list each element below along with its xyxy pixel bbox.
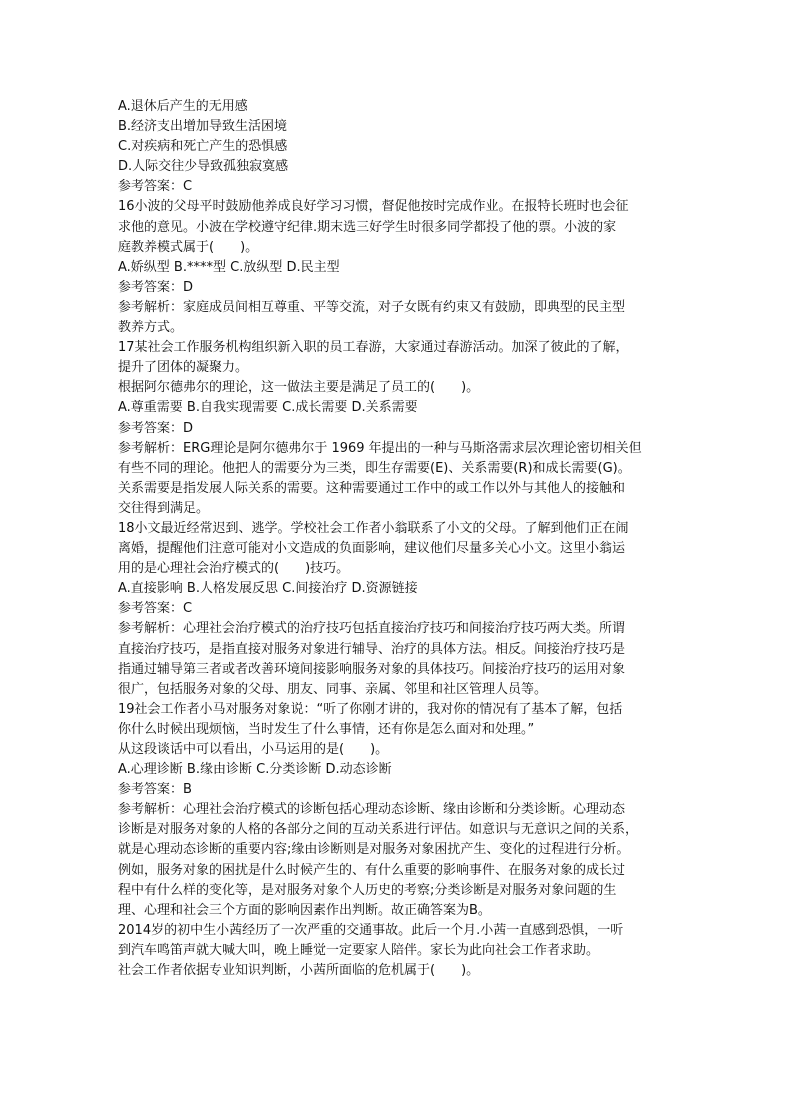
explanation-line: 诊断是对服务对象的人格的各部分之间的互动关系进行评估。如意识与无意识之间的关系， (118, 822, 639, 838)
question-17-text: 提升了团体的凝聚力。 (118, 360, 249, 376)
question-16-options: A.娇纵型 B.****型 C.放纵型 D.民主型 (118, 259, 340, 275)
question-17-text: 17某社会工作服务机构组织新入职的员工春游，大家通过春游活动。加深了彼此的了解， (118, 340, 629, 356)
option-line: C.对疾病和死亡产生的恐惧感 (118, 139, 288, 155)
answer-line: 参考答案：C (118, 179, 193, 195)
document-page (118, 97, 678, 981)
question-20-text: 2014岁的初中生小茜经历了一次严重的交通事故。此后一个月.小茜一直感到恐惧，一听 (118, 922, 624, 938)
question-18-text: 用的是心理社会治疗模式的( )技巧。 (118, 561, 350, 577)
explanation-line: 参考解析：家庭成员间相互尊重、平等交流，对子女既有约束又有鼓励，即典型的民主型 (118, 299, 626, 315)
explanation-line: 参考解析：ERG理论是阿尔德弗尔于 1969 年提出的一种与马斯洛需求层次理论密切相关但 (118, 440, 642, 456)
explanation-line: 指通过辅导第三者或者改善环境间接影响服务对象的具体技巧。间接治疗技巧的运用对象 (118, 661, 626, 677)
question-19-text: 从这段谈话中可以看出，小马运用的是( )。 (118, 742, 389, 757)
question-20-text: 到汽车鸣笛声就大喊大叫，晚上睡觉一定要家人陪伴。家长为此向社会工作者求助。 (118, 942, 600, 958)
question-19-text: 19社会工作者小马对服务对象说：“听了你刚才讲的，我对你的情况有了基本了解，包括 (118, 701, 623, 717)
explanation-line: 参考解析：心理社会治疗模式的诊断包括心理动态诊断、缘由诊断和分类诊断。心理动态 (118, 802, 626, 818)
question-16-text: 庭教养模式属于( )。 (118, 239, 259, 255)
question-20-text: 社会工作者依据专业知识判断，小茜所面临的危机属于( )。 (118, 963, 480, 979)
answer-line: 参考答案：D (118, 420, 194, 436)
question-19-options: A.心理诊断 B.缘由诊断 C.分类诊断 D.动态诊断 (118, 762, 392, 778)
question-17-text: 根据阿尔德弗尔的理论，这一做法主要是满足了员工的( )。 (118, 380, 480, 396)
explanation-line: 就是心理动态诊断的重要内容;缘由诊断则是对服务对象困扰产生、变化的过程进行分析。 (118, 842, 630, 858)
answer-line: 参考答案：D (118, 279, 194, 295)
explanation-line: 参考解析：心理社会治疗模式的治疗技巧包括直接治疗技巧和间接治疗技巧两大类。所谓 (118, 621, 626, 637)
explanation-line: 理、心理和社会三个方面的影响因素作出判断。故正确答案为B。 (118, 902, 491, 918)
explanation-line: 直接治疗技巧，是指直接对服务对象进行辅导、治疗的具体方法。相反。间接治疗技巧是 (118, 641, 626, 657)
option-line: D.人际交往少导致孤独寂寞感 (118, 159, 289, 175)
explanation-line: 关系需要是指发展人际关系的需要。这种需要通过工作中的或工作以外与其他人的接触和 (118, 480, 626, 496)
answer-line: 参考答案：B (118, 782, 192, 798)
question-18-text: 离婚，提醒他们注意可能对小文造成的负面影响，建议他们尽量多关心小文。这里小翁运 (118, 541, 626, 557)
question-17-options: A.尊重需要 B.自我实现需要 C.成长需要 D.关系需要 (118, 400, 418, 416)
option-line: A.退休后产生的无用感 (118, 99, 248, 114)
option-line: B.经济支出增加导致生活困境 (118, 119, 288, 135)
explanation-line: 很广，包括服务对象的父母、朋友、同事、亲属、邻里和社区管理人员等。 (118, 681, 548, 697)
question-16-text: 求他的意见。小波在学校遵守纪律.期末选三好学生时很多同学都投了他的票。小波的家 (118, 219, 617, 235)
explanation-line: 程中有什么样的变化等，是对服务对象个人历史的考察;分类诊断是对服务对象问题的生 (118, 882, 617, 898)
question-16-text: 16小波的父母平时鼓励他养成良好学习习惯，督促他按时完成作业。在报特长班时也会征 (118, 199, 629, 215)
explanation-line: 教养方式。 (118, 320, 184, 336)
explanation-line: 交往得到满足。 (118, 500, 210, 516)
question-18-text: 18小文最近经常迟到、逃学。学校社会工作者小翁联系了小文的父母。了解到他们正在闹 (118, 520, 629, 536)
answer-line: 参考答案：C (118, 601, 193, 617)
explanation-line: 有些不同的理论。他把人的需要分为三类，即生存需要(E)、关系需要(R)和成长需要(G)。 (118, 460, 631, 476)
question-18-options: A.直接影响 B.人格发展反思 C.间接治疗 D.资源链接 (118, 581, 418, 597)
explanation-line: 例如，服务对象的困扰是什么时候产生的、有什么重要的影响事件、在服务对象的成长过 (118, 862, 626, 878)
question-19-text: 你什么时候出现烦恼，当时发生了什么事情，还有你是怎么面对和处理。” (118, 721, 535, 737)
